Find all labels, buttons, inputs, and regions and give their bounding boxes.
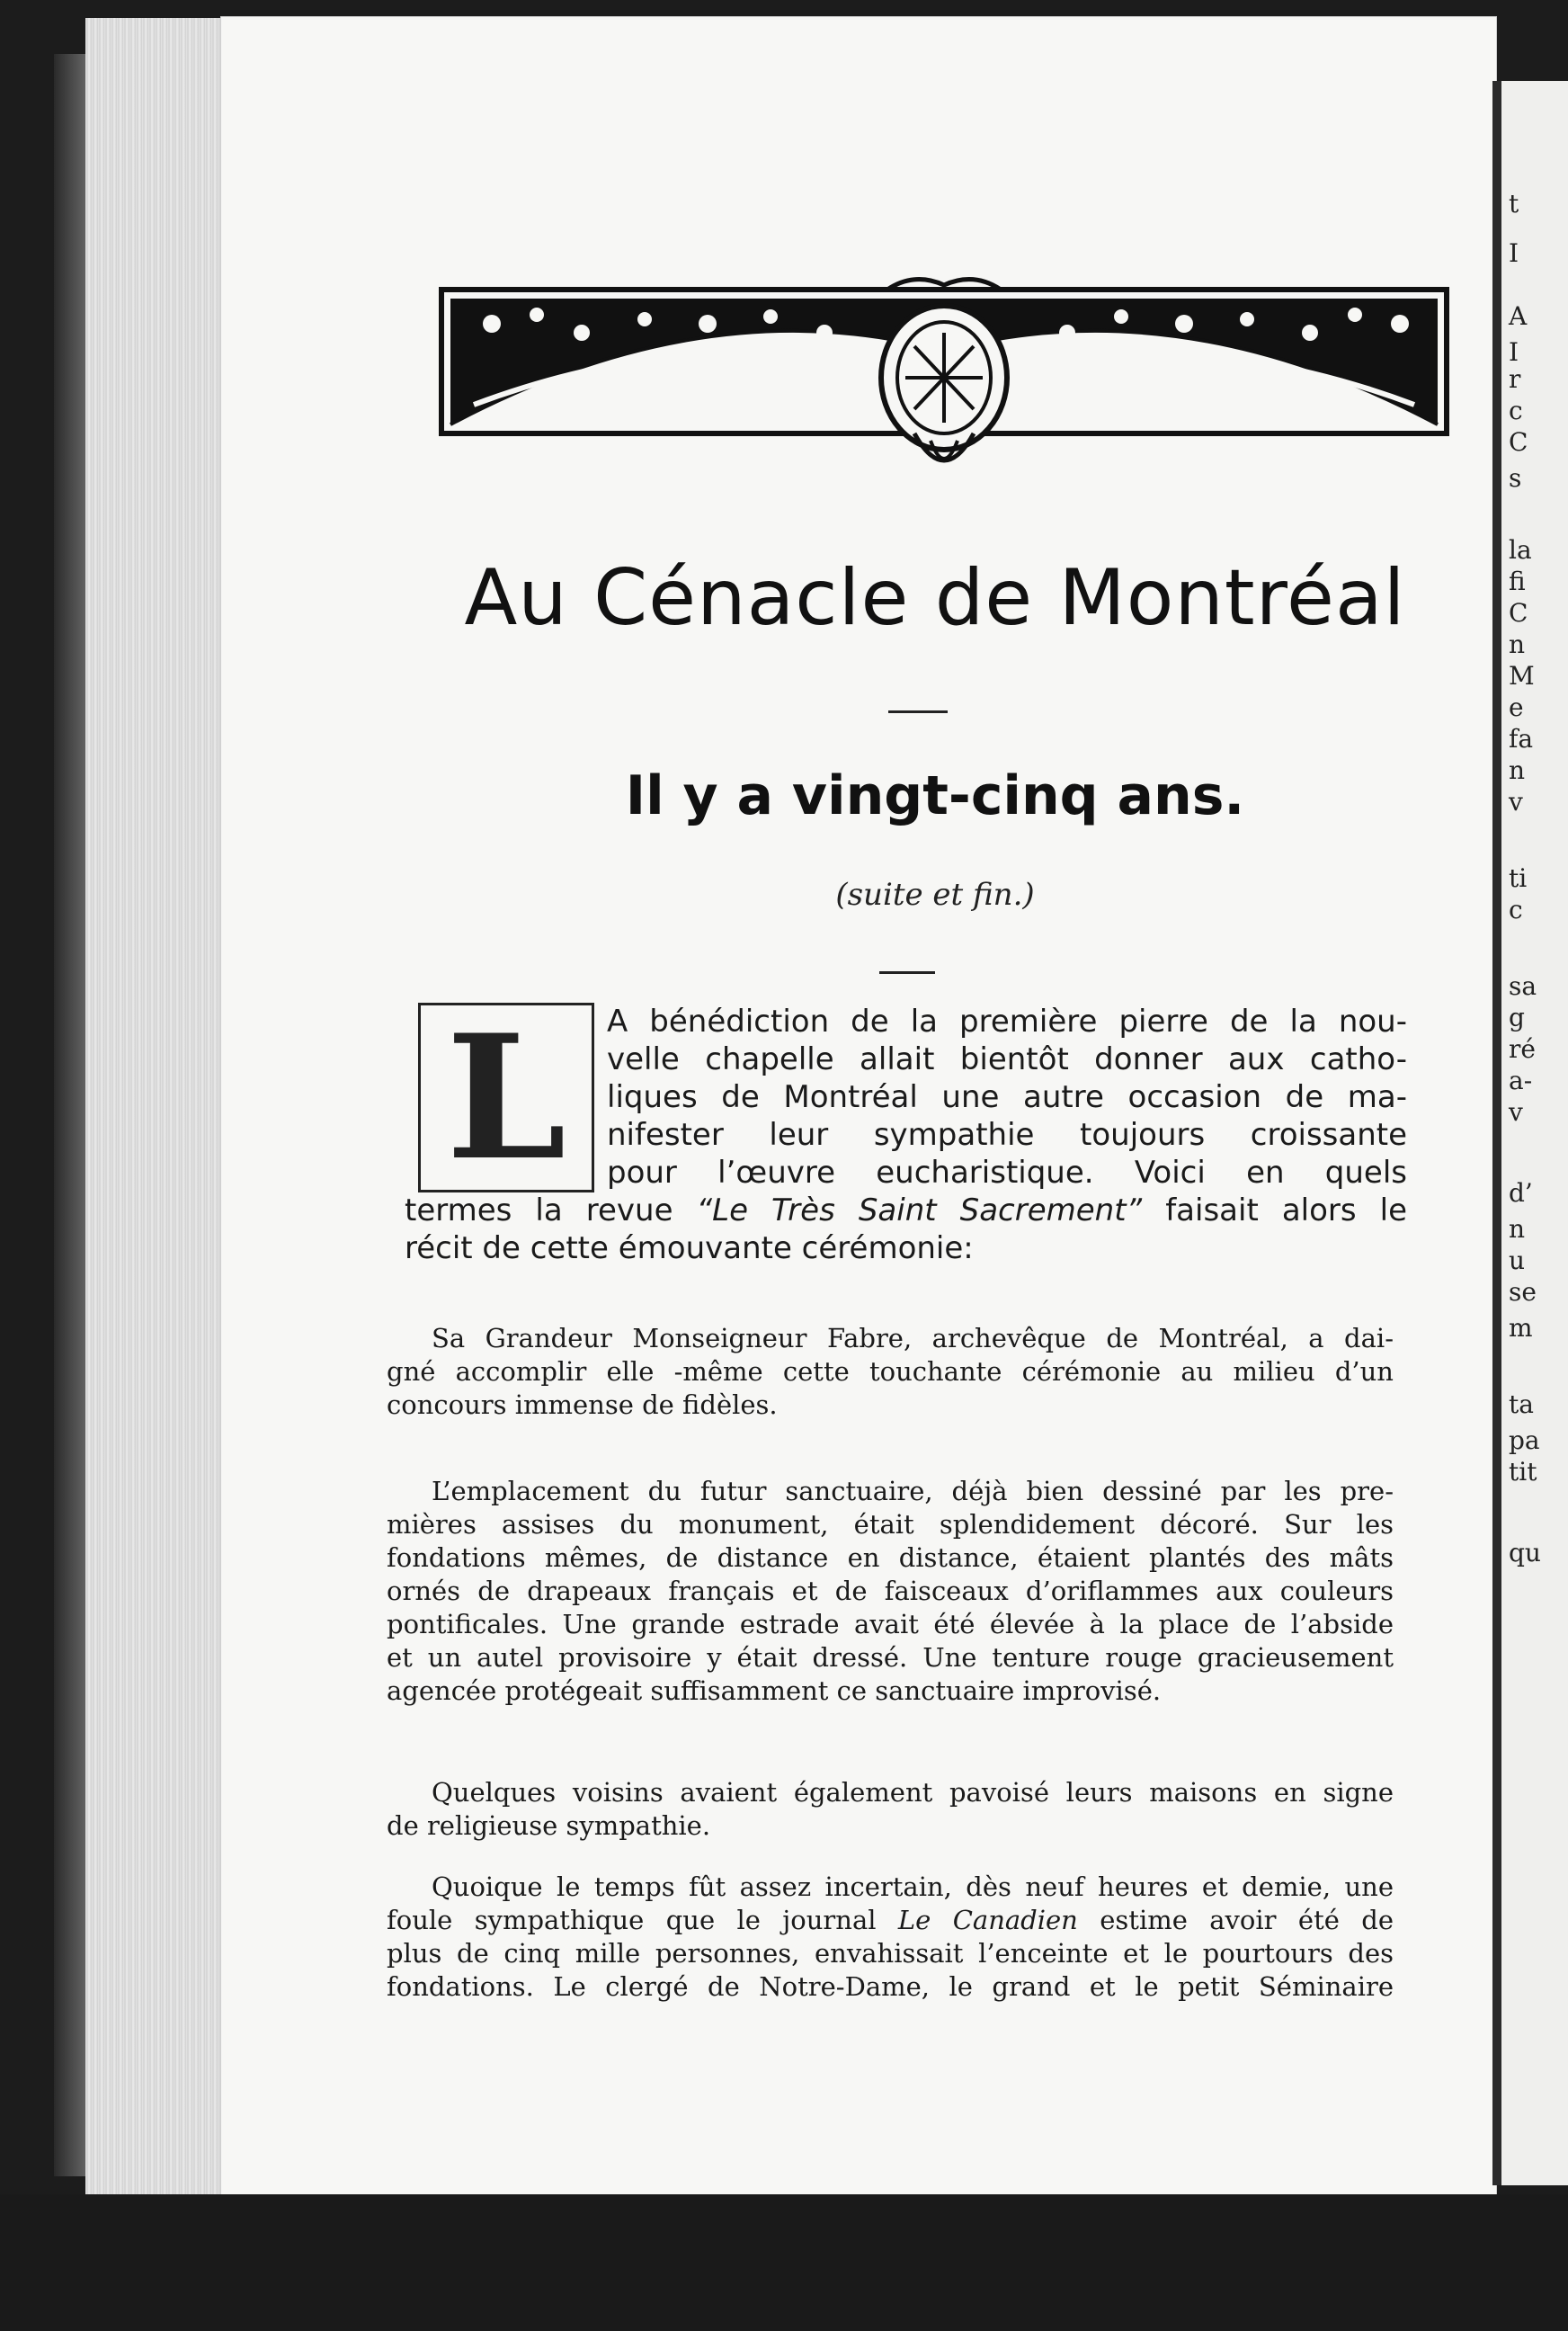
adjacent-page-text-fragment: sa [1509, 971, 1537, 1001]
text-span: faisait alors le [1142, 1192, 1407, 1228]
intro-paragraph-lines [607, 1003, 1407, 1192]
page-subtitle: Il y a vingt-cinq ans. [625, 764, 1245, 827]
adjacent-page-text-fragment: n [1509, 755, 1526, 785]
text-line: L’emplacement du futur sanctuaire, déjà bien dessiné par les pre- [432, 1476, 1394, 1506]
title-divider [888, 710, 948, 713]
adjacent-page-text-fragment: la [1509, 535, 1532, 565]
continuation-note: (suite et fin.) [835, 877, 1035, 913]
adjacent-page-text-fragment: I [1509, 238, 1519, 268]
text-line: et un autel provisoire y était dressé. Une tenture rouge gracieusement [387, 1642, 1394, 1673]
page-title: Au Cénacle de Montréal [464, 553, 1406, 643]
adjacent-page-text-fragment: e [1509, 692, 1524, 722]
adjacent-page-text-fragment: A [1509, 301, 1528, 331]
adjacent-page-text-fragment: s [1509, 463, 1522, 493]
text-line: nifester leur sympathie toujours croissante [607, 1117, 1407, 1153]
text-line: concours immense de fidèles. [387, 1389, 778, 1420]
text-line: Sa Grandeur Monseigneur Fabre, archevêque de Montréal, a dai- [432, 1323, 1394, 1353]
quoted-paragraph-4 [387, 1871, 1394, 2004]
text-line [405, 1192, 1407, 1229]
adjacent-page-text-fragment: se [1509, 1277, 1537, 1307]
intro-paragraph-continuation [405, 1192, 1407, 1267]
adjacent-page-text-fragment: c [1509, 895, 1523, 924]
text-line [387, 1904, 1394, 1937]
text-line: agencée protégeait suffisamment ce sanctuaire improvisé. [387, 1675, 1162, 1706]
drop-cap-ornament [418, 997, 594, 1198]
text-line: Quelques voisins avaient également pavoisé leurs maisons en signe [432, 1777, 1394, 1808]
adjacent-page-text-fragment: r [1509, 364, 1521, 394]
decorative-headpiece [438, 270, 1450, 495]
adjacent-page-text-fragment: fi [1509, 567, 1526, 596]
adjacent-page-text-fragment: C [1509, 427, 1528, 457]
adjacent-page-text-fragment: m [1509, 1313, 1533, 1343]
text-line: velle chapelle allait bientôt donner aux catho- [607, 1041, 1407, 1077]
scan-background [0, 2194, 1568, 2331]
adjacent-page-text-fragment: v [1509, 1097, 1523, 1127]
adjacent-page-text-fragment: pa [1509, 1425, 1540, 1455]
adjacent-page-text-fragment: fa [1509, 724, 1534, 754]
adjacent-page-text-fragment: n [1509, 630, 1526, 659]
adjacent-page-text-fragment: v [1509, 787, 1523, 817]
text-line: fondations mêmes, de distance en distance, étaient plantés des mâts [387, 1542, 1394, 1573]
text-line: Quoique le temps fût assez incertain, dès neuf heures et demie, une [432, 1871, 1394, 1902]
adjacent-page-text-fragment: ré [1509, 1034, 1536, 1064]
adjacent-page-text-fragment: n [1509, 1214, 1526, 1244]
book-spine-shadow [54, 54, 90, 2176]
text-line: mières assises du monument, était splendidement décoré. Sur les [387, 1509, 1394, 1540]
quoted-paragraph-2 [387, 1475, 1394, 1708]
text-line: de religieuse sympathie. [387, 1810, 711, 1841]
adjacent-page-text-fragment: c [1509, 396, 1523, 425]
adjacent-page-text-fragment: t [1509, 189, 1519, 219]
subtitle-divider [879, 971, 935, 974]
adjacent-page-text-fragment: ti [1509, 863, 1528, 893]
adjacent-page-text-fragment: ta [1509, 1389, 1534, 1419]
adjacent-page-text-fragment: C [1509, 598, 1528, 628]
adjacent-page-text-fragment: g [1509, 1003, 1525, 1032]
text-line: plus de cinq mille personnes, envahissait l’enceinte et le pourtours des [387, 1938, 1394, 1969]
adjacent-page-text-fragment: tit [1509, 1457, 1537, 1487]
adjacent-page [1492, 81, 1568, 2185]
adjacent-page-text-fragment: d’ [1509, 1178, 1533, 1208]
quoted-paragraph-1 [387, 1322, 1394, 1422]
text-line: fondations. Le clergé de Notre-Dame, le grand et le petit Séminaire [387, 1971, 1394, 2002]
text-line: récit de cette émouvante cérémonie: [405, 1230, 974, 1266]
adjacent-page-text-fragment: M [1509, 661, 1535, 691]
text-line: liques de Montréal une autre occasion de ma- [607, 1079, 1407, 1115]
adjacent-page-text-fragment: a- [1509, 1066, 1533, 1095]
text-span: estime avoir été de [1077, 1905, 1394, 1935]
drop-cap-letter: L [446, 997, 566, 1198]
text-line: pontificales. Une grande estrade avait été élevée à la place de l’abside [387, 1609, 1394, 1639]
text-line: ornés de drapeaux français et de faisceaux d’oriflammes aux couleurs [387, 1576, 1394, 1606]
newspaper-title: Le Canadien [897, 1905, 1078, 1935]
text-line: A bénédiction de la première pierre de la nou- [607, 1004, 1407, 1040]
adjacent-page-text-fragment: qu [1509, 1538, 1541, 1567]
journal-title: “Le Très Saint Sacrement” [696, 1192, 1143, 1228]
text-span: foule sympathique que le journal [387, 1905, 898, 1935]
text-line: gné accomplir elle -même cette touchante cérémonie au milieu d’un [387, 1356, 1394, 1387]
page-stack-edge [85, 18, 220, 2194]
adjacent-page-text-fragment: I [1509, 337, 1519, 367]
text-line: pour l’œuvre eucharistique. Voici en quels [607, 1155, 1407, 1191]
adjacent-page-text-fragment: u [1509, 1246, 1526, 1275]
text-span: termes la revue [405, 1192, 697, 1228]
quoted-paragraph-3 [387, 1776, 1394, 1843]
